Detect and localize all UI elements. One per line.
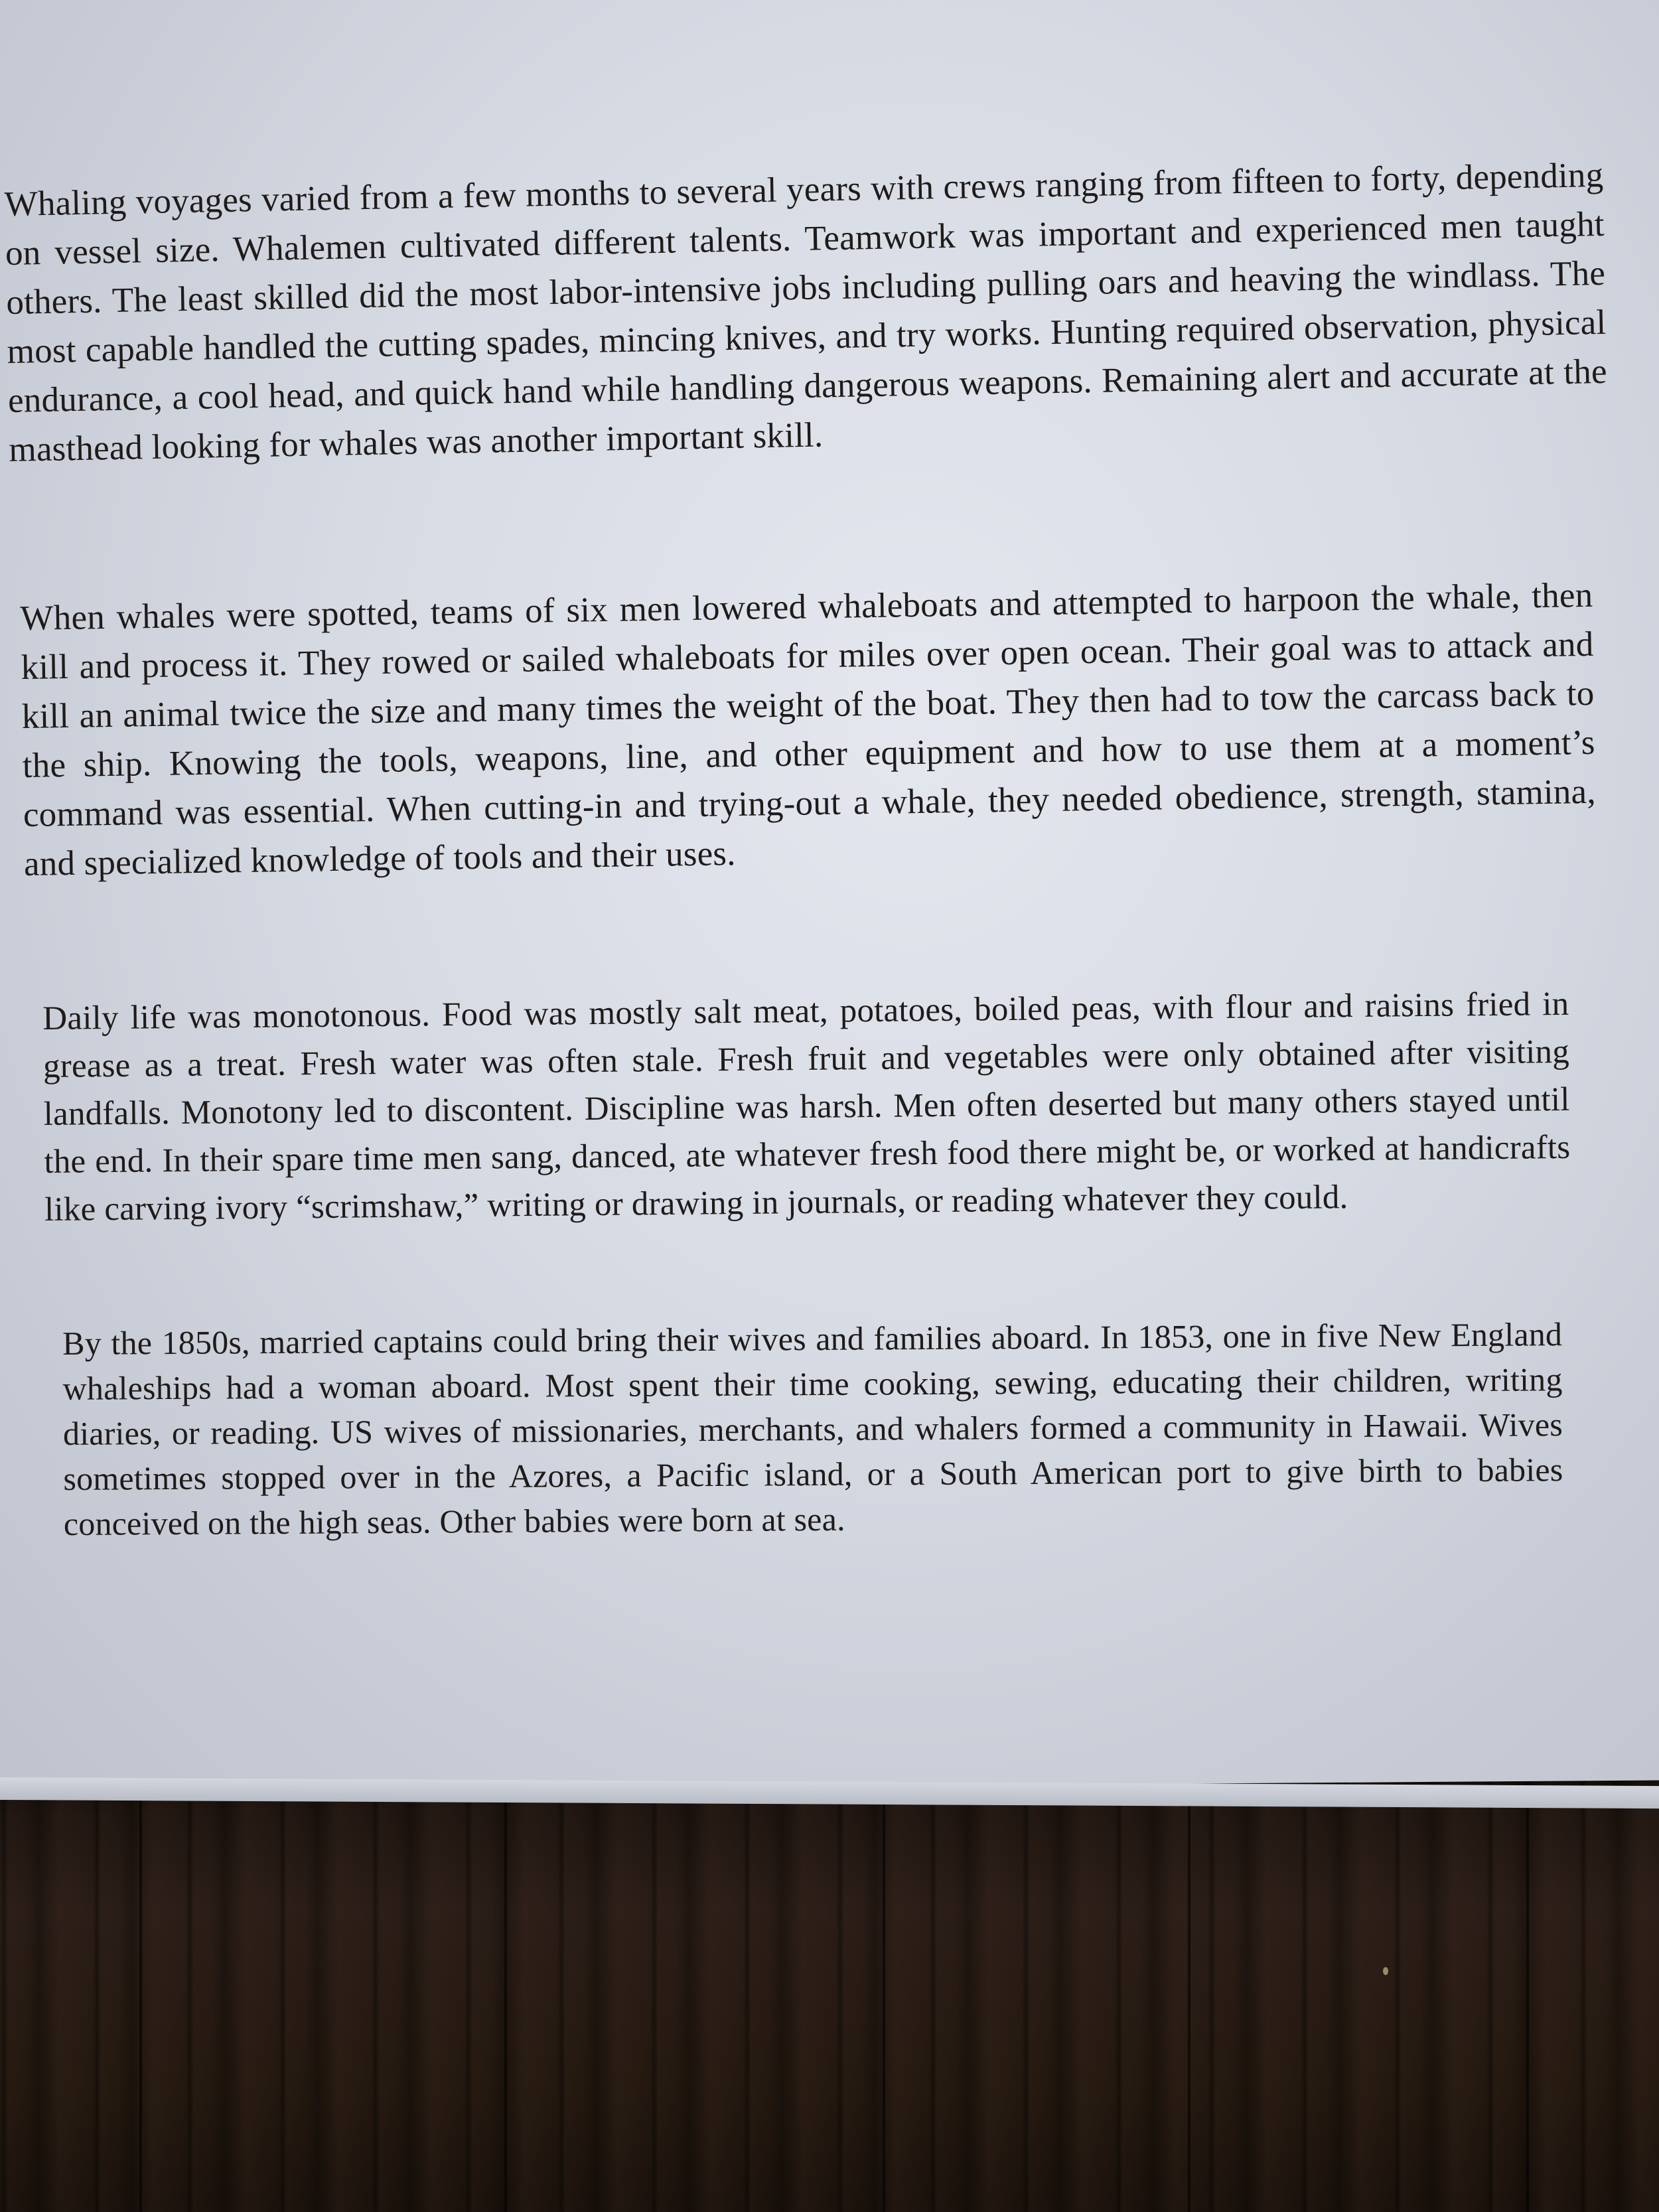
paragraph-whaling-voyages: Whaling voyages varied from a few months to several years with crews ranging from fifteen to forty, depending on vessel size. Whalemen cultivated different talents. Teamwork was important and experienced men taught others. The least skilled did the most labor-intensive jobs including pulling oars and heaving the windlass. The most capable handled the cutting spades, mincing knives, and try works. Hunting required observation, physical endurance, a cool head, and quick hand while handling dangerous weapons. Remaining alert and accurate at the masthead looking for whales was another important skill. [4,155,1608,469]
dark-wood-wall [0,1779,1659,2212]
wall-plank-seam [139,1779,142,2212]
wall-plank-seam [504,1779,507,2212]
wall-plank-seam [1188,1779,1190,2212]
paragraph-captains-families: By the 1850s, married captains could bring their wives and families aboard. In 1853, one in five New England whaleships had a woman aboard. Most spent their time cooking, sewing, educating their children, writing diaries, or reading. US wives of missionaries, merchants, and whalers formed a community in Hawaii. Wives sometimes stopped over in the Azores, a Pacific island, or a South American port to give birth to babies conceived on the high seas. Other babies were born at sea. [62,1315,1563,1542]
paragraph-whale-hunting: When whales were spotted, teams of six men lowered whaleboats and attempted to harpoon the whale, then kill and process it. They rowed or sailed whaleboats for miles over open ocean. Their goal was to attack and kill an animal twice the size and many times the weight of the boat. They then had to tow the carcass back to the ship. Knowing the tools, weapons, line, and other equipment and how to use them at a moment’s command was essential. When cutting-in and trying-out a whale, they needed obedience, strength, stamina, and specialized knowledge of tools and their uses. [20,575,1597,883]
wall-plank-seam [1526,1779,1529,2212]
paragraph-daily-life: Daily life was monotonous. Food was mostly salt meat, potatoes, boiled peas, with flour and raisins fried in grease as a treat. Fresh water was often stale. Fresh fruit and vegetables were only obtained after visiting landfalls. Monotony led to discontent. Discipline was harsh. Men often deserted but many others stayed until the end. In their spare time men sang, danced, ate whatever fresh food there might be, or worked at handicrafts like carving ivory “scrimshaw,” writing or drawing in journals, or reading whatever they could. [42,985,1571,1228]
wall-speck [1383,1967,1388,1975]
wall-plank-seam [883,1779,885,2212]
